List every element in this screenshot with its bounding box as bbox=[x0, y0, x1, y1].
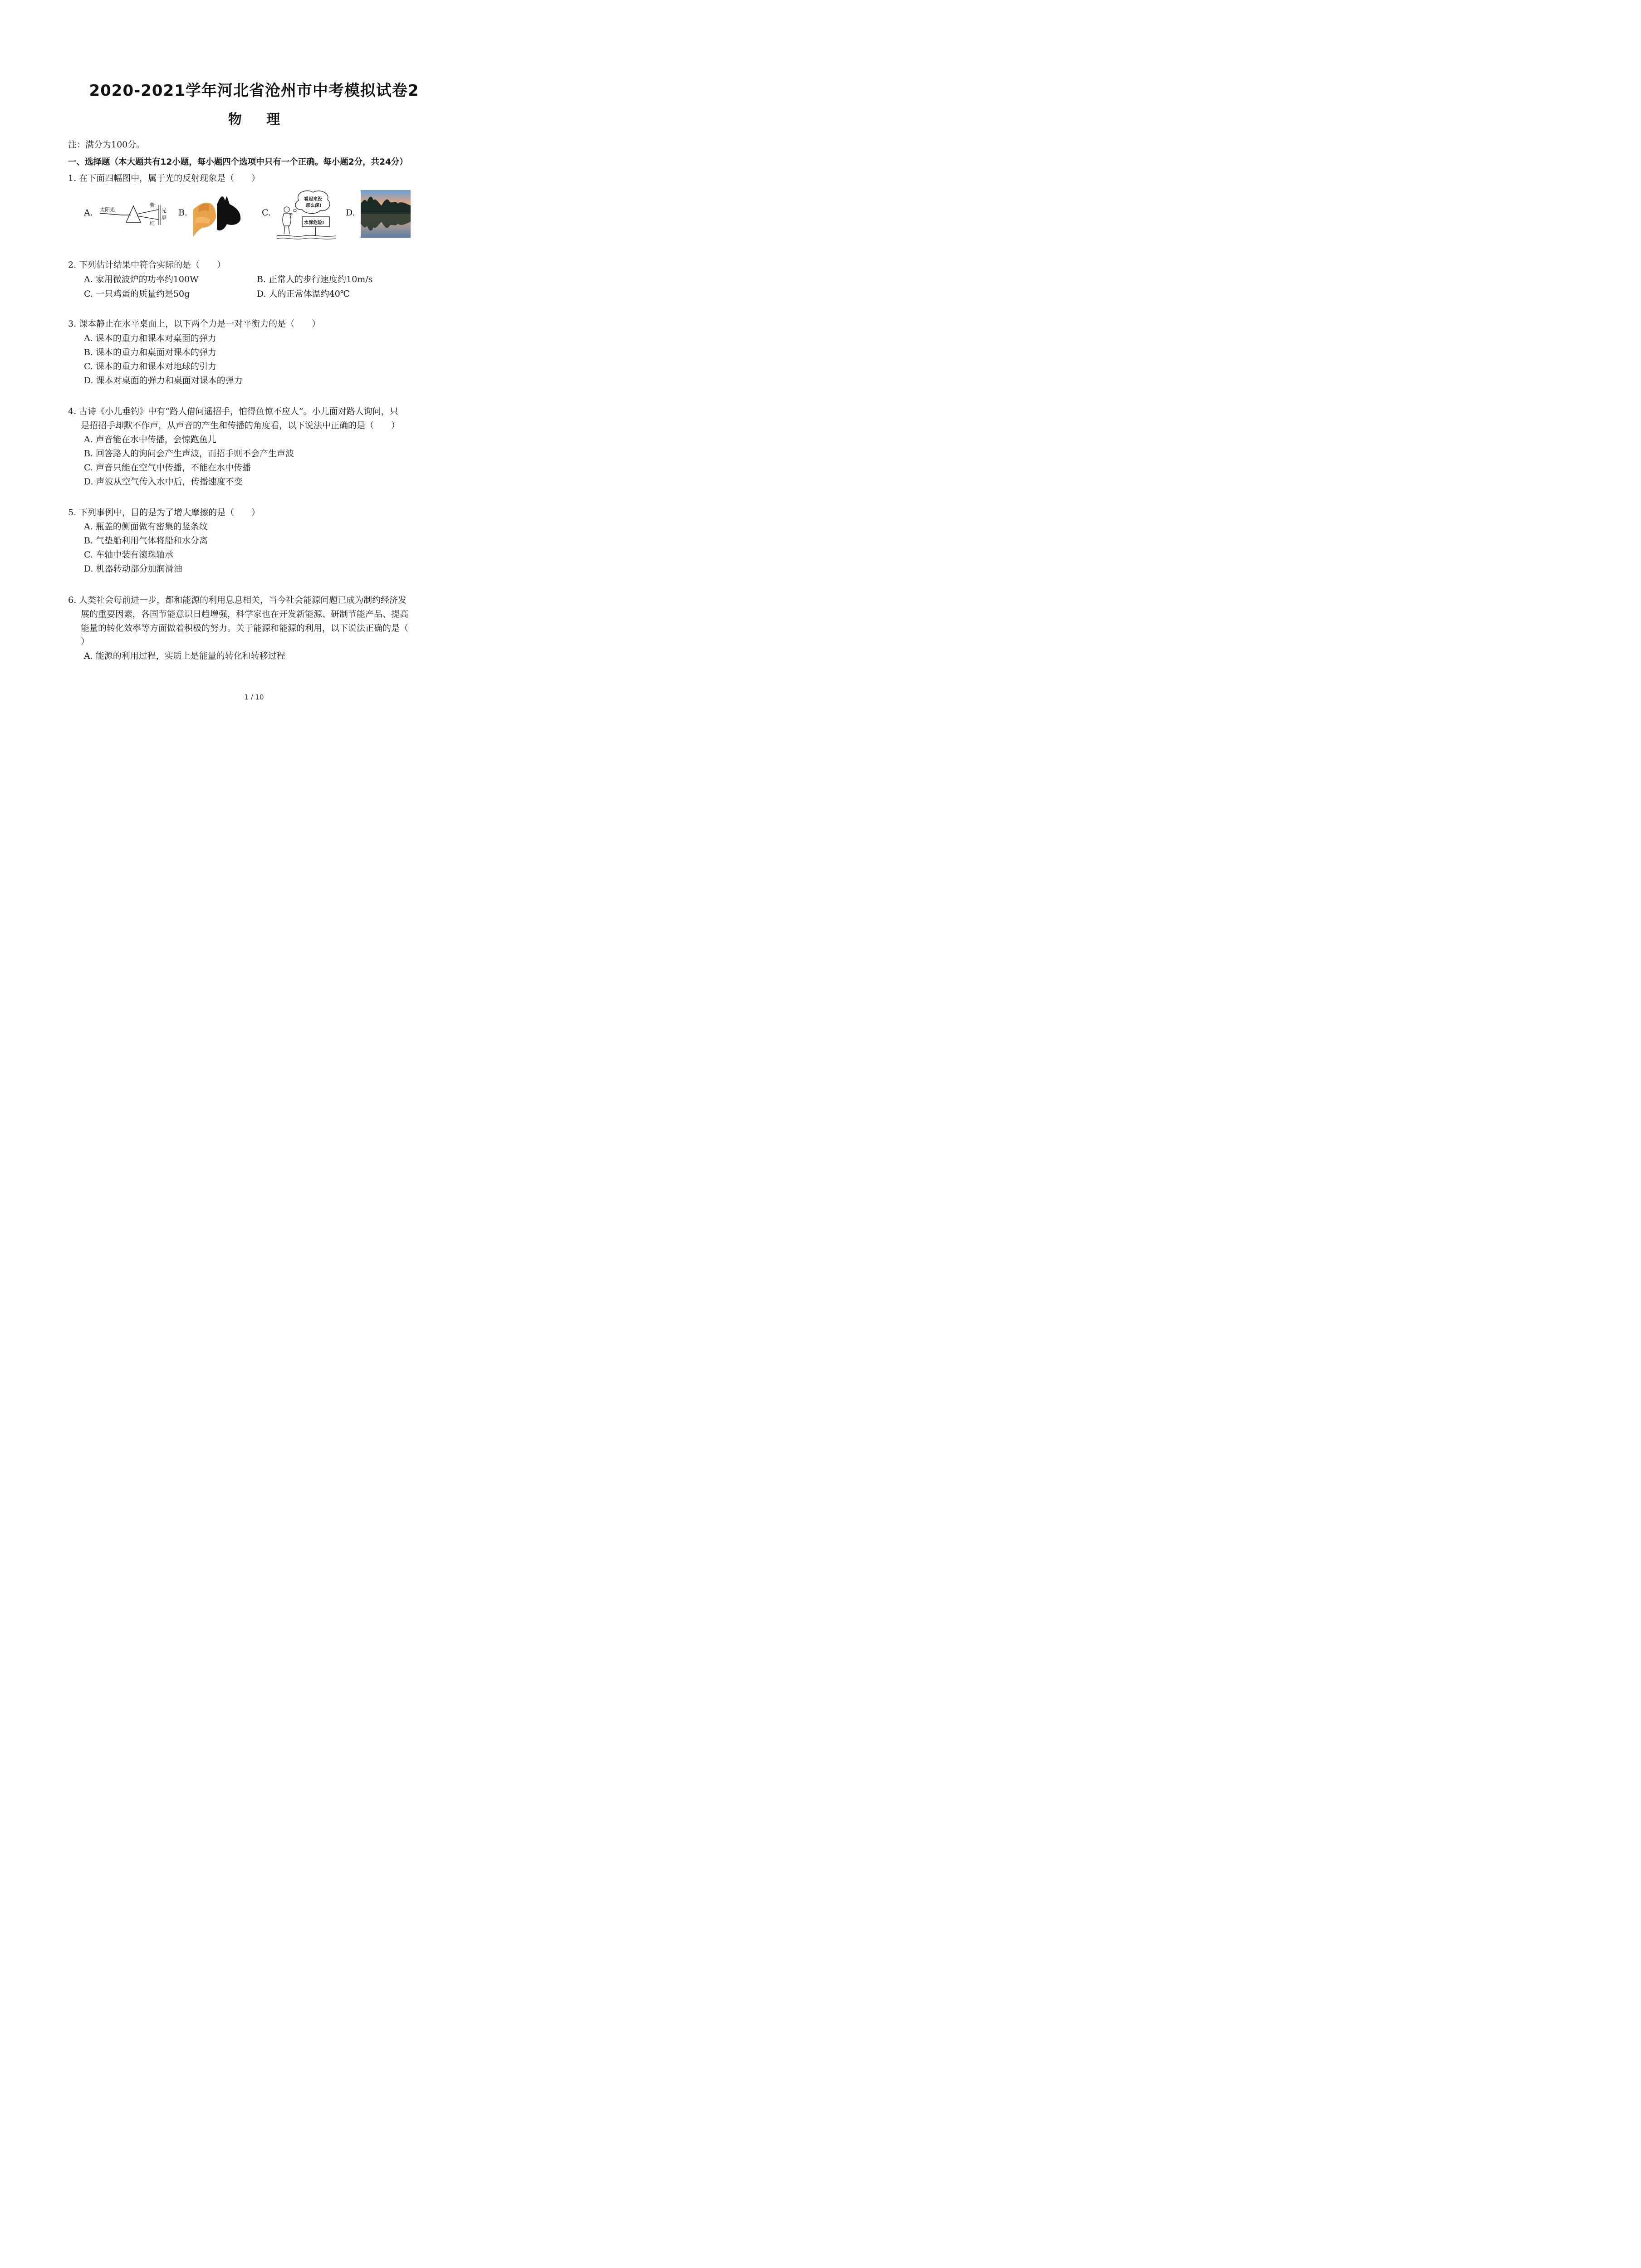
question-2-stem: 2. 下列估计结果中符合实际的是（ ） bbox=[68, 260, 226, 270]
q2-option-b: B. 正常人的步行速度约10m/s bbox=[257, 274, 373, 284]
question-4-stem-line-1: 4. 古诗《小儿垂钓》中有“路人借问遥招手，怕得鱼惊不应人”。小儿面对路人询问，只 bbox=[68, 406, 398, 416]
q1-label-a: A. bbox=[84, 208, 93, 218]
question-6-stem-line-4: ） bbox=[81, 636, 90, 646]
water-depth-cartoon-figure bbox=[277, 189, 336, 240]
q2-option-d: D. 人的正常体温约40℃ bbox=[257, 289, 350, 299]
exam-title: 2020-2021学年河北省沧州市中考模拟试卷2 bbox=[89, 82, 419, 100]
screen-label-1: 光 bbox=[162, 208, 167, 214]
q4-option-d: D. 声波从空气传入水中后，传播速度不变 bbox=[84, 477, 243, 487]
q1-label-c: C. bbox=[262, 208, 271, 218]
q4-option-c: C. 声音只能在空气中传播，不能在水中传播 bbox=[84, 463, 251, 473]
question-6-stem-line-2: 展的重要因素，各国节能意识日趋增强，科学家也在开发新能源、研制节能产品、提高 bbox=[81, 609, 409, 619]
question-3-stem: 3. 课本静止在水平桌面上，以下两个力是一对平衡力的是（ ） bbox=[68, 319, 321, 329]
thought-bubble-line-1: 看起来没 bbox=[304, 197, 322, 202]
mountain-reflection-photo bbox=[361, 190, 411, 238]
q3-option-a: A. 课本的重力和课本对桌面的弹力 bbox=[84, 333, 216, 343]
q2-option-a: A. 家用微波炉的功率约100W bbox=[84, 274, 199, 284]
question-5-stem: 5. 下列事例中，目的是为了增大摩擦的是（ ） bbox=[68, 508, 260, 518]
q5-option-a: A. 瓶盖的侧面做有密集的竖条纹 bbox=[84, 522, 208, 532]
question-1-stem: 1. 在下面四幅图中，属于光的反射现象是（ ） bbox=[68, 173, 260, 183]
danger-sign-text: 水深危险! bbox=[304, 220, 324, 225]
screen-label-2: 屏 bbox=[162, 215, 167, 221]
sun-light-label: 太阳光 bbox=[100, 207, 115, 213]
question-4-stem-line-2: 是招招手却默不作声，从声音的产生和传播的角度看，以下说法中正确的是（ ） bbox=[81, 420, 400, 430]
purple-label: 紫 bbox=[150, 202, 155, 208]
subject-title: 物 理 bbox=[228, 112, 290, 127]
q1-label-b: B. bbox=[178, 208, 188, 218]
question-6-stem-line-3: 能量的转化效率等方面做着积极的努力。关于能源和能源的利用，以下说法正确的是（ bbox=[81, 623, 409, 633]
score-note: 注：满分为100分。 bbox=[68, 140, 145, 150]
q4-option-b: B. 回答路人的询问会产生声波，而招手则不会产生声波 bbox=[84, 449, 294, 459]
q3-option-d: D. 课本对桌面的弹力和桌面对课本的弹力 bbox=[84, 376, 243, 386]
question-6-stem-line-1: 6. 人类社会每前进一步，都和能源的利用息息相关，当今社会能源问题已成为制约经济发 bbox=[68, 595, 407, 605]
section-heading: 一、选择题（本大题共有12小题，每小题四个选项中只有一个正确。每小题2分，共24分） bbox=[68, 157, 408, 167]
prism-dispersion-figure bbox=[99, 200, 168, 228]
q3-option-c: C. 课本的重力和课本对地球的引力 bbox=[84, 362, 216, 371]
hand-shadow-figure bbox=[193, 191, 243, 237]
red-label: 红 bbox=[150, 220, 155, 226]
exam-page bbox=[0, 0, 508, 719]
q6-option-a: A. 能源的利用过程，实质上是能量的转化和转移过程 bbox=[84, 651, 285, 661]
thought-bubble-line-2: 那么深! bbox=[306, 203, 322, 208]
q5-option-b: B. 气垫船利用气体将船和水分离 bbox=[84, 536, 208, 546]
q4-option-a: A. 声音能在水中传播，会惊跑鱼儿 bbox=[84, 435, 216, 445]
page-number: 1 / 10 bbox=[244, 693, 264, 701]
q1-label-d: D. bbox=[346, 208, 355, 218]
q5-option-d: D. 机器转动部分加润滑油 bbox=[84, 564, 182, 574]
q3-option-b: B. 课本的重力和桌面对课本的弹力 bbox=[84, 347, 217, 357]
q5-option-c: C. 车轴中装有滚珠轴承 bbox=[84, 550, 173, 560]
q2-option-c: C. 一只鸡蛋的质量约是50g bbox=[84, 289, 190, 299]
